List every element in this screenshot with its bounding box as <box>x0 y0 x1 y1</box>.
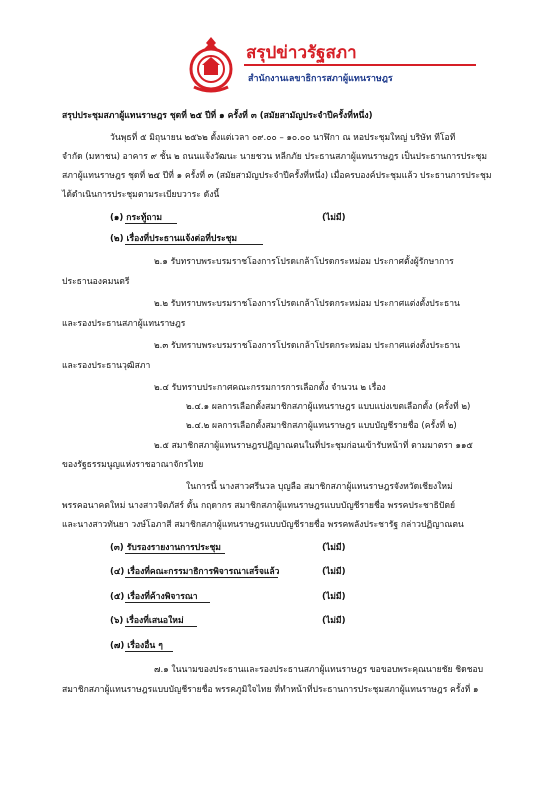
oath-line-2: พรรคอนาคตใหม่ นางสาวจิตภัสร์ ตั้น กฤดากร สมาชิกสภาผู้แทนราษฎรแบบบัญชีรายชื่อ พรรคประชาธิปัตย์ <box>62 501 455 511</box>
item-2-3-line-2: และรองประธานวุฒิสภา <box>62 361 151 371</box>
agenda-1-nil: (ไม่มี) <box>322 213 346 223</box>
document-heading: สรุปประชุมสภาผู้แทนราษฎร ชุดที่ ๒๕ ปีที่ ๑ ครั้งที่ ๓ (สมัยสามัญประจำปีครั้งที่หนึ่ง) <box>62 111 373 121</box>
agenda-6-label: (๖) เรื่องที่เสนอใหม่ <box>110 616 184 626</box>
agenda-6-underline <box>125 626 197 627</box>
item-2-3-line-1: ๒.๓ รับทราบพระบรมราชโองการโปรดเกล้าโปรดกระหม่อม ประกาศแต่งตั้งประธาน <box>154 341 461 351</box>
agenda-5-nil: (ไม่มี) <box>322 592 346 602</box>
agenda-1-underline <box>125 223 177 224</box>
agenda-2-label: (๒) เรื่องที่ประธานแจ้งต่อที่ประชุม <box>110 234 238 244</box>
oath-line-1: ในการนี้ นางสาวศรีนวล บุญลือ สมาชิกสภาผู้แทนราษฎรจังหวัดเชียงใหม่ <box>186 482 453 492</box>
item-2-1-line-1: ๒.๑ รับทราบพระบรมราชโองการโปรดเกล้าโปรดกระหม่อม ประกาศตั้งผู้รักษาการ <box>154 257 454 267</box>
brand-title: สรุปข่าวรัฐสภา <box>246 43 357 63</box>
item-2-4: ๒.๔ รับทราบประกาศคณะกรรมการการเลือกตั้ง จำนวน ๒ เรื่อง <box>154 383 386 393</box>
parliament-emblem-icon <box>186 35 236 95</box>
oath-line-3: และนางสาวทันยา วงษ์โอภาสี สมาชิกสภาผู้แทนราษฎรแบบบัญชีรายชื่อ พรรคพลังประชารัฐ กล่าวปฏิญาณตน <box>62 520 464 530</box>
agenda-5-underline <box>125 602 210 603</box>
agenda-4-underline <box>125 577 278 578</box>
item-2-2-line-1: ๒.๒ รับทราบพระบรมราชโองการโปรดเกล้าโปรดกระหม่อม ประกาศแต่งตั้งประธาน <box>154 299 460 309</box>
brand-subtitle: สำนักงานเลขาธิการสภาผู้แทนราษฎร <box>248 74 393 84</box>
item-2-1-line-2: ประธานองคมนตรี <box>62 277 130 287</box>
agenda-5-label: (๕) เรื่องที่ค้างพิจารณา <box>110 592 198 602</box>
intro-line-1: วันพุธที่ ๕ มิถุนายน ๒๕๖๒ ตั้งแต่เวลา ๐๙.๐๐ – ๑๐.๐๐ นาฬิกา ณ หอประชุมใหญ่ บริษัท ทีโอที <box>110 133 456 143</box>
item-7-1-line-2: สมาชิกสภาผู้แทนราษฎรแบบบัญชีรายชื่อ พรรคภูมิใจไทย ที่ทำหน้าที่ประธานการประชุมสภาผู้แทนราษฎร ครั้งที่ ๑ <box>62 685 479 695</box>
agenda-2-underline <box>125 244 263 245</box>
brand-rule <box>244 64 476 66</box>
agenda-3-nil: (ไม่มี) <box>322 543 346 553</box>
agenda-1-label: (๑) กระทู้ถาม <box>110 213 163 223</box>
agenda-3-underline <box>125 553 225 554</box>
item-7-1-line-1: ๗.๑ ในนามของประธานและรองประธานสภาผู้แทนราษฎร ขอขอบพระคุณนายชัย ชิดชอบ <box>154 665 484 675</box>
agenda-7-label: (๗) เรื่องอื่น ๆ <box>110 641 163 651</box>
intro-line-3: สภาผู้แทนราษฎร ชุดที่ ๒๕ ปีที่ ๑ ครั้งที่ ๓ (สมัยสามัญประจำปีครั้งที่หนึ่ง) เมื่อครบองค์ประชุมแล้ว ประธานการประชุม <box>62 171 492 181</box>
agenda-4-nil: (ไม่มี) <box>322 567 346 577</box>
item-2-5-line-2: ของรัฐธรรมนูญแห่งราชอาณาจักรไทย <box>62 460 204 470</box>
agenda-7-underline <box>125 651 173 652</box>
intro-line-4: ได้ดำเนินการประชุมตามระเบียบวาระ ดังนี้ <box>62 190 220 200</box>
item-2-4-2: ๒.๔.๒ ผลการเลือกตั้งสมาชิกสภาผู้แทนราษฎร แบบบัญชีรายชื่อ (ครั้งที่ ๒) <box>186 421 457 431</box>
page-header <box>186 35 486 95</box>
intro-line-2: จำกัด (มหาชน) อาคาร ๙ ชั้น ๒ ถนนแจ้งวัฒนะ นายชวน หลีกภัย ประธานสภาผู้แทนราษฎร เป็นประธานการประชุม <box>62 152 487 162</box>
agenda-6-nil: (ไม่มี) <box>322 616 346 626</box>
agenda-4-label: (๔) เรื่องที่คณะกรรมาธิการพิจารณาเสร็จแล้ว <box>110 567 280 577</box>
agenda-3-label: (๓) รับรองรายงานการประชุม <box>110 543 221 553</box>
item-2-5-line-1: ๒.๕ สมาชิกสภาผู้แทนราษฎรปฏิญาณตนในที่ประชุมก่อนเข้ารับหน้าที่ ตามมาตรา ๑๑๕ <box>154 441 473 451</box>
item-2-2-line-2: และรองประธานสภาผู้แทนราษฎร <box>62 319 186 329</box>
item-2-4-1: ๒.๔.๑ ผลการเลือกตั้งสมาชิกสภาผู้แทนราษฎร แบบแบ่งเขตเลือกตั้ง (ครั้งที่ ๒) <box>186 402 471 412</box>
